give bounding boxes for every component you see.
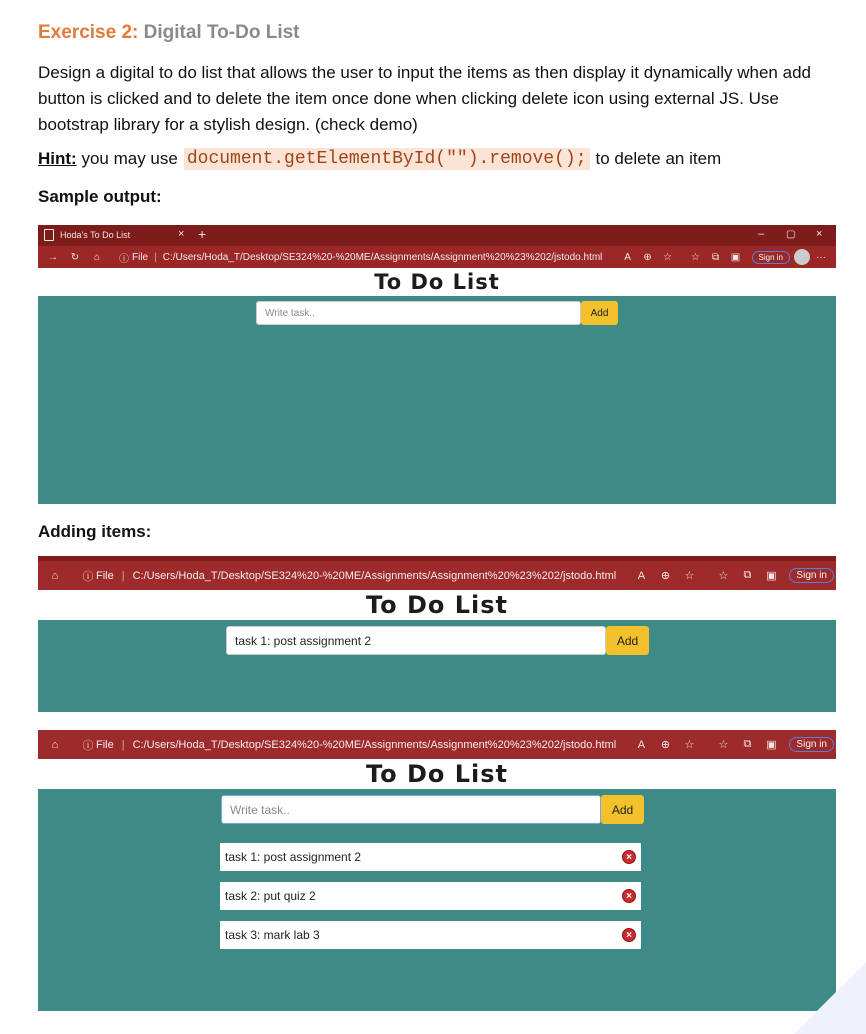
info-icon: ⓘ bbox=[119, 253, 129, 265]
corner-decoration bbox=[794, 962, 866, 1034]
delete-icon[interactable]: × bbox=[622, 889, 636, 903]
list-item-text: task 2: put quiz 2 bbox=[225, 889, 316, 903]
home-icon[interactable]: ⌂ bbox=[51, 738, 59, 751]
list-item bbox=[220, 921, 641, 949]
favorite-add-icon[interactable]: ☆ bbox=[684, 570, 695, 582]
task-input[interactable]: Write task.. bbox=[256, 301, 581, 325]
hint-label: Hint: bbox=[38, 149, 77, 168]
info-icon: ⓘ bbox=[82, 570, 94, 583]
app-title: To Do List bbox=[365, 760, 509, 788]
hint-line bbox=[38, 148, 721, 170]
app-title: To Do List bbox=[365, 591, 509, 619]
app-body-1 bbox=[38, 296, 836, 504]
plus-icon[interactable]: + bbox=[198, 226, 207, 242]
favorites-icon[interactable]: ☆ bbox=[718, 570, 729, 582]
browser-address-bar: ⌂ ⓘ File | C:/Users/Hoda_T/Desktop/SE324%20-%20ME/Assignments/Assignment%20%23%202/jstodo.html A ⊕ ☆ ☆ ⧉ ▣ Sign in bbox=[38, 730, 836, 759]
favorite-add-icon[interactable]: ☆ bbox=[663, 251, 673, 263]
task-input[interactable]: Write task.. bbox=[221, 795, 601, 824]
add-button[interactable]: Add bbox=[601, 795, 644, 824]
app-body-2 bbox=[38, 620, 836, 712]
url-text[interactable]: C:/Users/Hoda_T/Desktop/SE324%20-%20ME/Assignments/Assignment%20%23%202/jstodo.html bbox=[132, 738, 617, 751]
list-item-text: task 3: mark lab 3 bbox=[225, 928, 320, 942]
hint-post: to delete an item bbox=[595, 149, 722, 168]
zoom-icon[interactable]: ⊕ bbox=[660, 570, 671, 582]
close-window-icon[interactable]: × bbox=[816, 228, 823, 240]
add-button[interactable]: Add bbox=[581, 301, 618, 325]
page-header-2 bbox=[38, 590, 836, 620]
collections-icon[interactable]: ⧉ bbox=[711, 251, 720, 263]
file-label: File bbox=[96, 569, 114, 582]
browser-tab-bar bbox=[38, 225, 836, 246]
share-icon[interactable]: ▣ bbox=[766, 570, 777, 582]
read-aloud-icon[interactable]: A bbox=[637, 738, 646, 751]
browser-address-bar: → ↻ ⌂ ⓘ File | C:/Users/Hoda_T/Desktop/SE324%20-%20ME/Assignments/Assignment%20%23%202/jstodo.html A ⊕ ☆ ☆ ⧉ ▣ Sign in ··· bbox=[38, 246, 836, 268]
more-icon[interactable]: ··· bbox=[816, 251, 826, 263]
collections-icon[interactable]: ⧉ bbox=[743, 738, 752, 750]
app-title: To Do List bbox=[374, 270, 500, 294]
zoom-icon[interactable]: ⊕ bbox=[643, 251, 652, 263]
delete-icon[interactable]: × bbox=[622, 850, 636, 864]
info-icon: ⓘ bbox=[82, 739, 94, 752]
back-icon[interactable]: → bbox=[48, 251, 58, 263]
close-icon[interactable]: × bbox=[178, 228, 185, 240]
delete-icon[interactable]: × bbox=[622, 928, 636, 942]
home-icon[interactable]: ⌂ bbox=[93, 251, 101, 263]
exercise-title: Digital To-Do List bbox=[143, 22, 300, 43]
share-icon[interactable]: ▣ bbox=[730, 251, 741, 263]
hint-pre: you may use bbox=[81, 149, 178, 168]
sign-in-button[interactable]: Sign in bbox=[752, 251, 790, 264]
minimize-icon[interactable]: – bbox=[758, 228, 765, 240]
hint-code: document.getElementById("").remove(); bbox=[184, 148, 590, 170]
zoom-icon[interactable]: ⊕ bbox=[660, 739, 671, 751]
add-button[interactable]: Add bbox=[606, 626, 649, 655]
adding-items-label: Adding items: bbox=[38, 522, 152, 541]
url-text[interactable]: C:/Users/Hoda_T/Desktop/SE324%20-%20ME/Assignments/Assignment%20%23%202/jstodo.html bbox=[162, 251, 603, 263]
share-icon[interactable]: ▣ bbox=[766, 739, 777, 751]
browser-address-bar: ⌂ ⓘ File | C:/Users/Hoda_T/Desktop/SE324%20-%20ME/Assignments/Assignment%20%23%202/jstodo.html A ⊕ ☆ ☆ ⧉ ▣ Sign in bbox=[38, 561, 836, 590]
sign-in-button[interactable]: Sign in bbox=[789, 568, 834, 583]
exercise-heading bbox=[38, 22, 300, 44]
exercise-description: Design a digital to do list that allows the user to input the items as then display it dynamically when add button is clicked and to delete the item once done when clicking delete icon using external JS. Use bootstrap library for a stylish design. (check demo) bbox=[38, 63, 811, 134]
sign-in-button[interactable]: Sign in bbox=[789, 737, 834, 752]
file-label: File bbox=[96, 738, 114, 751]
page-icon bbox=[44, 229, 54, 241]
favorites-icon[interactable]: ☆ bbox=[718, 739, 729, 751]
page-header-3 bbox=[38, 759, 836, 789]
home-icon[interactable]: ⌂ bbox=[51, 569, 59, 582]
collections-icon[interactable]: ⧉ bbox=[743, 569, 752, 581]
app-body-3 bbox=[38, 789, 836, 1011]
list-item bbox=[220, 843, 641, 871]
task-input[interactable]: task 1: post assignment 2 bbox=[226, 626, 606, 655]
page-header-1 bbox=[38, 268, 836, 296]
favorites-icon[interactable]: ☆ bbox=[691, 251, 701, 263]
sample-output-label: Sample output: bbox=[38, 187, 162, 206]
restore-icon[interactable]: ▢ bbox=[786, 229, 796, 240]
file-label: File bbox=[132, 251, 149, 263]
read-aloud-icon[interactable]: A bbox=[624, 251, 631, 263]
reload-icon[interactable]: ↻ bbox=[70, 251, 80, 263]
list-item bbox=[220, 882, 641, 910]
browser-tab-title[interactable]: Hoda's To Do List bbox=[60, 230, 131, 240]
url-text[interactable]: C:/Users/Hoda_T/Desktop/SE324%20-%20ME/Assignments/Assignment%20%23%202/jstodo.html bbox=[132, 569, 617, 582]
list-item-text: task 1: post assignment 2 bbox=[225, 850, 362, 864]
exercise-number: Exercise 2: bbox=[38, 22, 139, 43]
avatar[interactable] bbox=[794, 249, 810, 265]
favorite-add-icon[interactable]: ☆ bbox=[684, 739, 695, 751]
read-aloud-icon[interactable]: A bbox=[637, 569, 646, 582]
